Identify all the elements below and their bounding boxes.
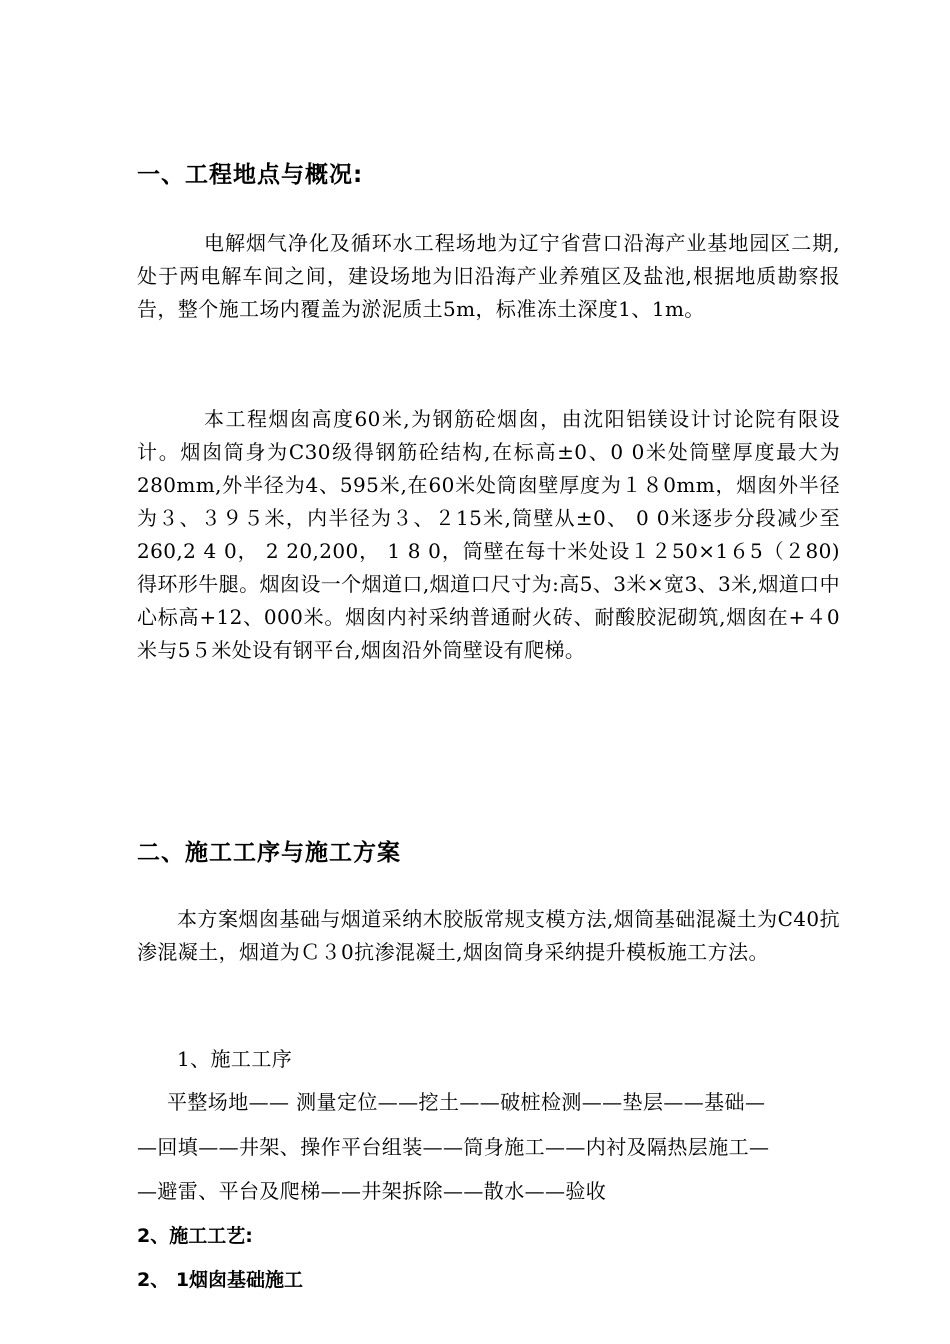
section-heading-construction-plan: 二、施工工序与施工方案 [137,840,401,866]
step-title-construction-sequence: 1、施工工序 [177,1047,293,1071]
flow-line: —避雷、平台及爬梯——井架拆除——散水——验收 [137,1179,607,1203]
flow-line: 平整场地—— 测量定位——挖土——破桩检测——垫层——基础— [167,1090,766,1114]
paragraph-chimney-description: 本工程烟囱高度60米,为钢筋砼烟囱，由沈阳铝镁设计讨论院有限设计。烟囱筒身为C30级得钢筋砼结构,在标高±0、0 0米处筒壁厚度最大为280mm,外半径为4、595米,在60米处筒囱壁厚度为１８0mm，烟囱外半径为３、３９５米，内半径为３、２15米,筒壁从±0、 0 0米逐步分段减少至260,2 4 0， 2 20,200， 1 8 0，筒壁在每十米处设１２50×1６5（２80)得环形牛腿。烟囱设一个烟道口,烟道口尺寸为:高5、3米×宽3、3米,烟道口中心标高+12、000米。烟囱内衬采纳普通耐火砖、耐酸胶泥砌筑,烟囱在+４0米与5５米处设有钢平台,烟囱沿外筒壁设有爬梯。 [137,407,840,662]
step-title-construction-process: 2、施工工艺: [137,1225,253,1247]
flow-line: —回填——井架、操作平台组装——筒身施工——内衬及隔热层施工— [137,1135,770,1159]
subsection-title-chimney-foundation: 2、 1烟囱基础施工 [137,1269,304,1291]
section-heading-project-overview: 一、工程地点与概况: [137,162,364,188]
paragraph-site-description: 电解烟气净化及循环水工程场地为辽宁省营口沿海产业基地园区二期,处于两电解车间之间，建设场地为旧沿海产业养殖区及盐池,根据地质勘察报告，整个施工场内覆盖为淤泥质土5m，标准冻土深度1、1m。 [137,231,840,321]
paragraph-construction-method: 本方案烟囱基础与烟道采纳木胶版常规支模方法,烟筒基础混凝土为C40抗渗混凝土，烟道为Ｃ３0抗渗混凝土,烟囱筒身采纳提升模板施工方法。 [137,907,840,964]
